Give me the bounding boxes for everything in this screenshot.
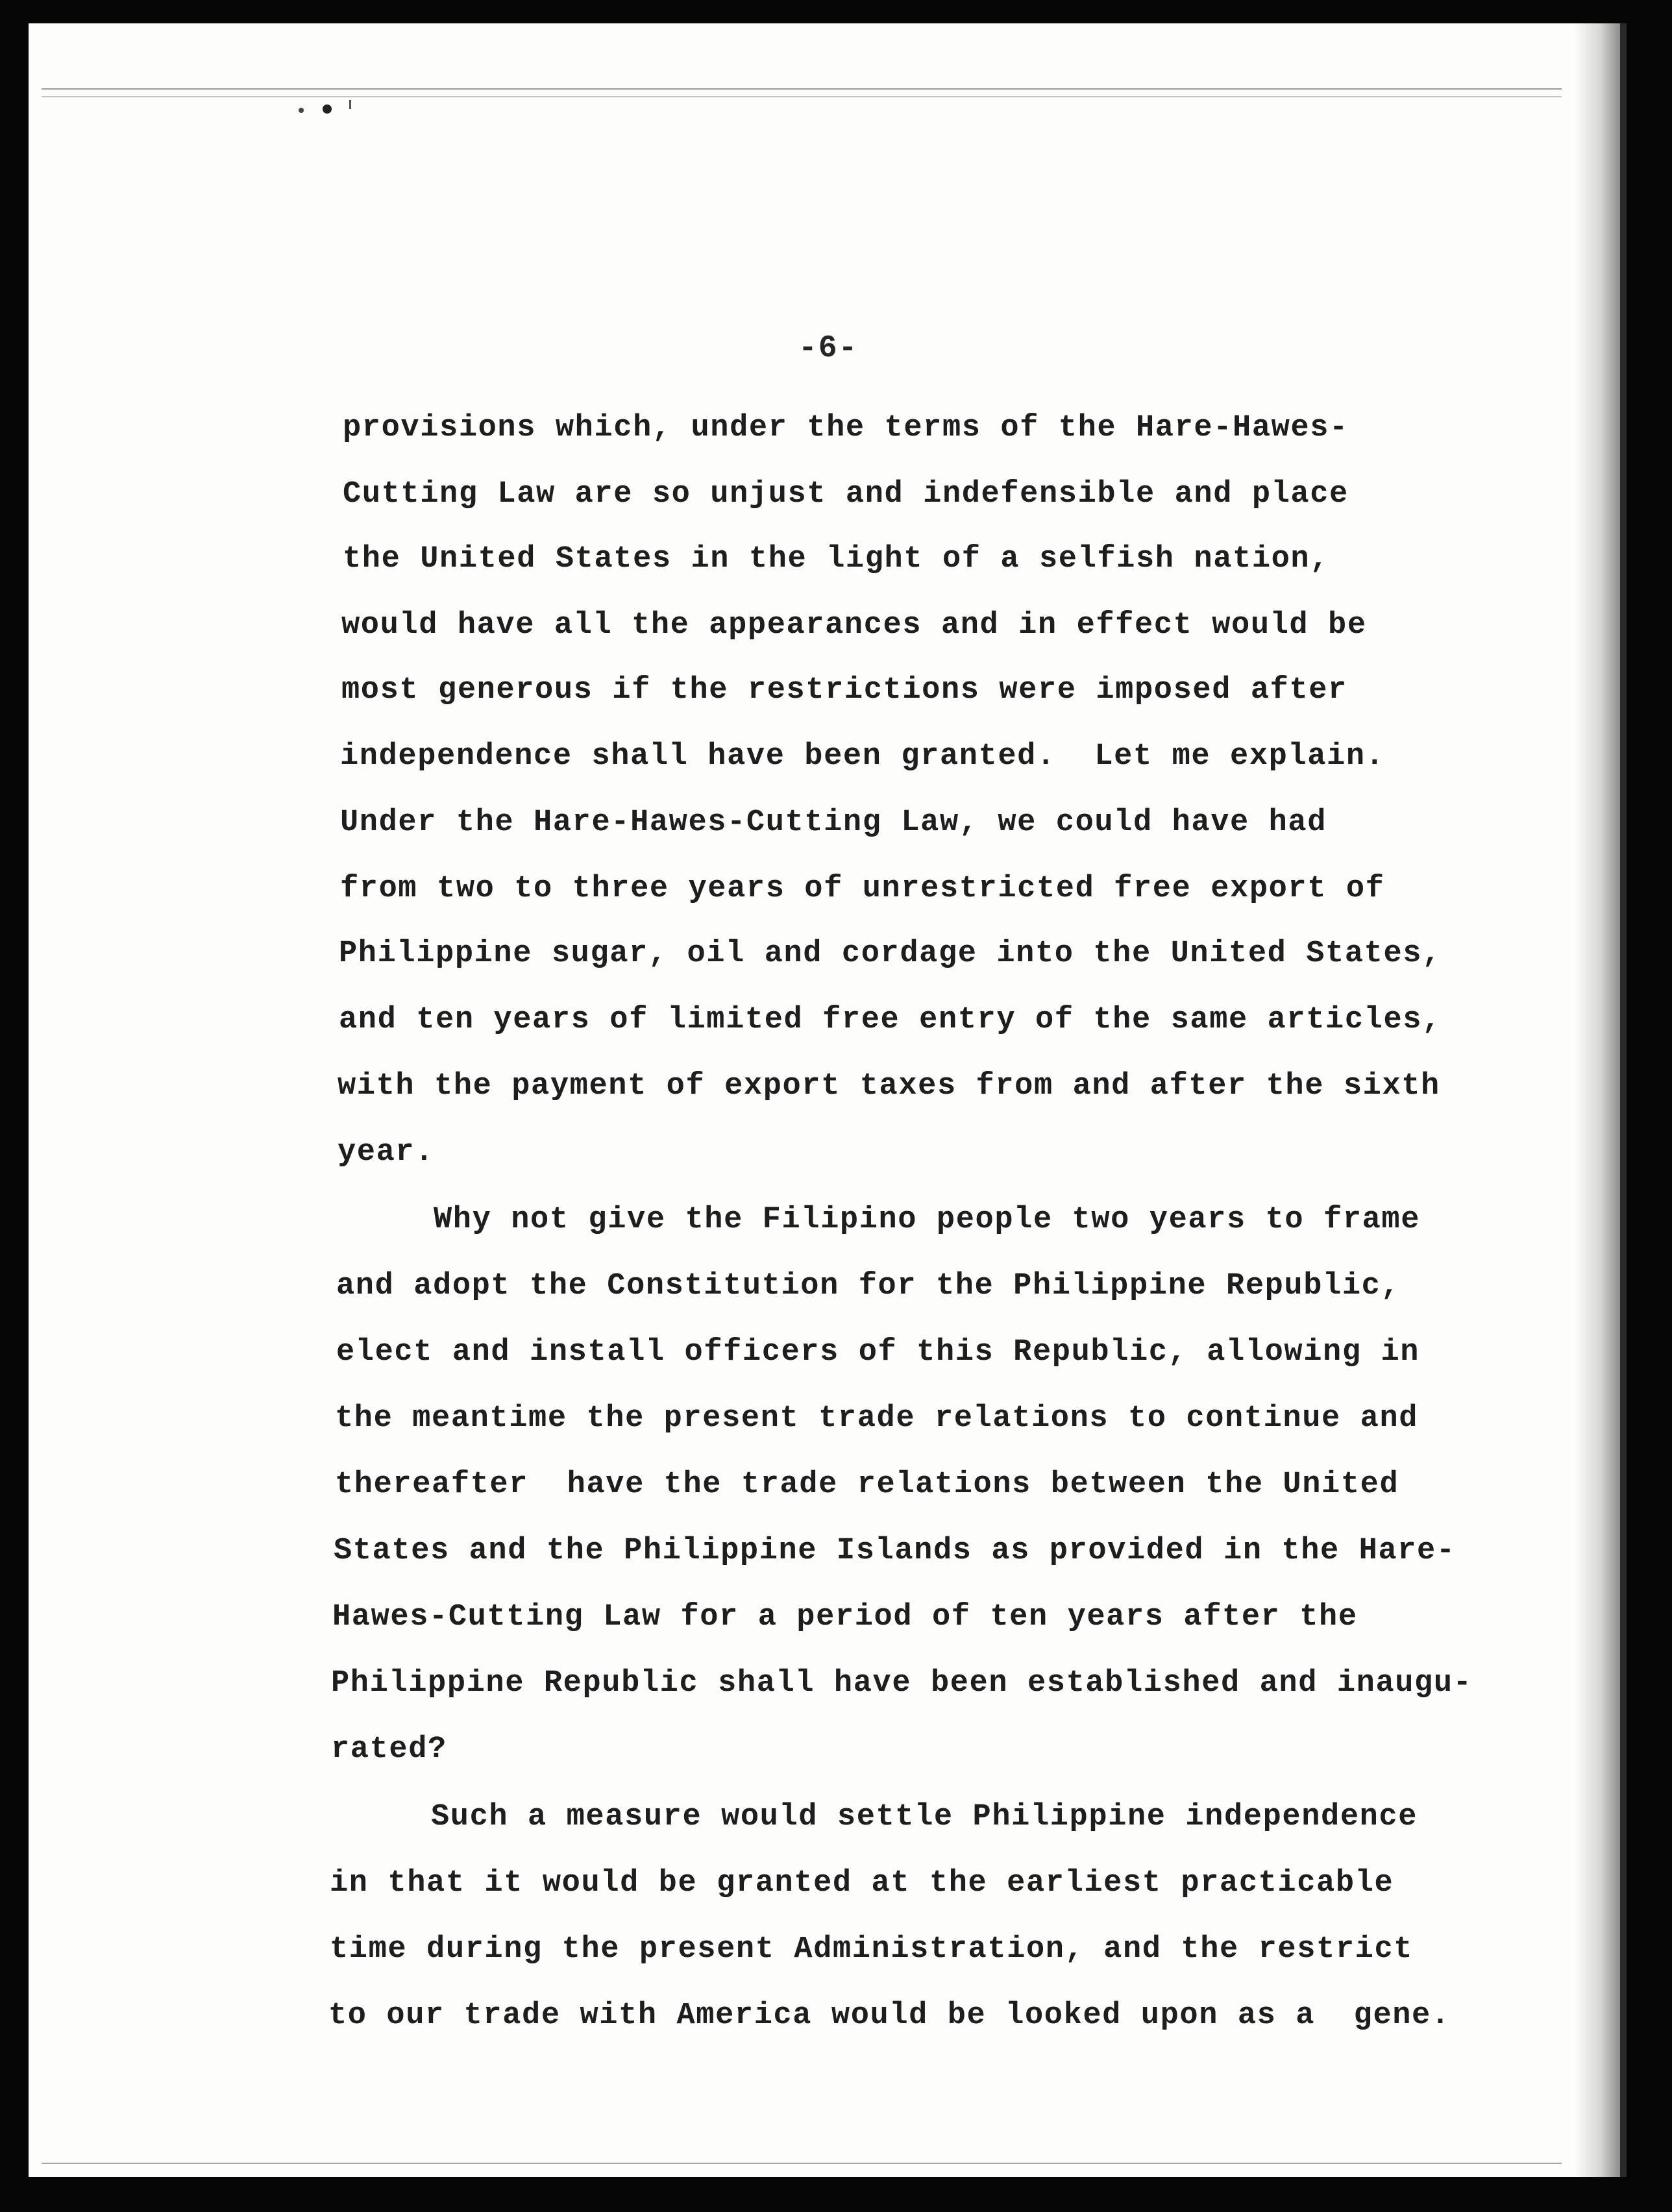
text-line: independence shall have been granted. Let me explain.	[340, 739, 1385, 774]
text-line: in that it would be granted at the earliest practicable	[330, 1866, 1394, 1900]
text-line: elect and install officers of this Republic, allowing in	[336, 1335, 1420, 1370]
text-line: would have all the appearances and in effect would be	[341, 608, 1367, 643]
page-number: -6-	[798, 331, 859, 366]
text-line: Why not give the Filipino people two years to frame	[434, 1203, 1421, 1237]
text-line: provisions which, under the terms of the Hare-Hawes-	[343, 411, 1349, 445]
text-line: thereafter have the trade relations between the United	[335, 1468, 1399, 1502]
text-line: Philippine sugar, oil and cordage into the United States,	[339, 937, 1442, 971]
text-line: to our trade with America would be looked upon as a gene.	[328, 1998, 1451, 2033]
text-line: and ten years of limited free entry of the same articles,	[339, 1003, 1442, 1037]
text-line: rated?	[331, 1732, 447, 1767]
text-line: Hawes-Cutting Law for a period of ten years after the	[332, 1600, 1358, 1634]
text-line: time during the present Administration, and the restrict	[330, 1932, 1414, 1967]
text-line: year.	[338, 1135, 435, 1170]
text-line: and adopt the Constitution for the Philippine Republic,	[336, 1269, 1401, 1303]
text-line: the meantime the present trade relations to continue and	[335, 1401, 1419, 1436]
text-line: Cutting Law are so unjust and indefensible and place	[343, 477, 1349, 511]
text-line: from two to three years of unrestricted free export of	[340, 872, 1385, 906]
text-line: States and the Philippine Islands as provided in the Hare-	[334, 1534, 1456, 1568]
text-line: Under the Hare-Hawes-Cutting Law, we could have had	[340, 805, 1327, 840]
text-line: Philippine Republic shall have been established and inaugu-	[331, 1666, 1473, 1701]
text-line: the United States in the light of a selfish nation,	[343, 542, 1330, 576]
text-line: most generous if the restrictions were imposed after	[341, 673, 1347, 707]
text-line: with the payment of export taxes from and after the sixth	[338, 1069, 1440, 1103]
text-line: Such a measure would settle Philippine independence	[431, 1800, 1418, 1834]
